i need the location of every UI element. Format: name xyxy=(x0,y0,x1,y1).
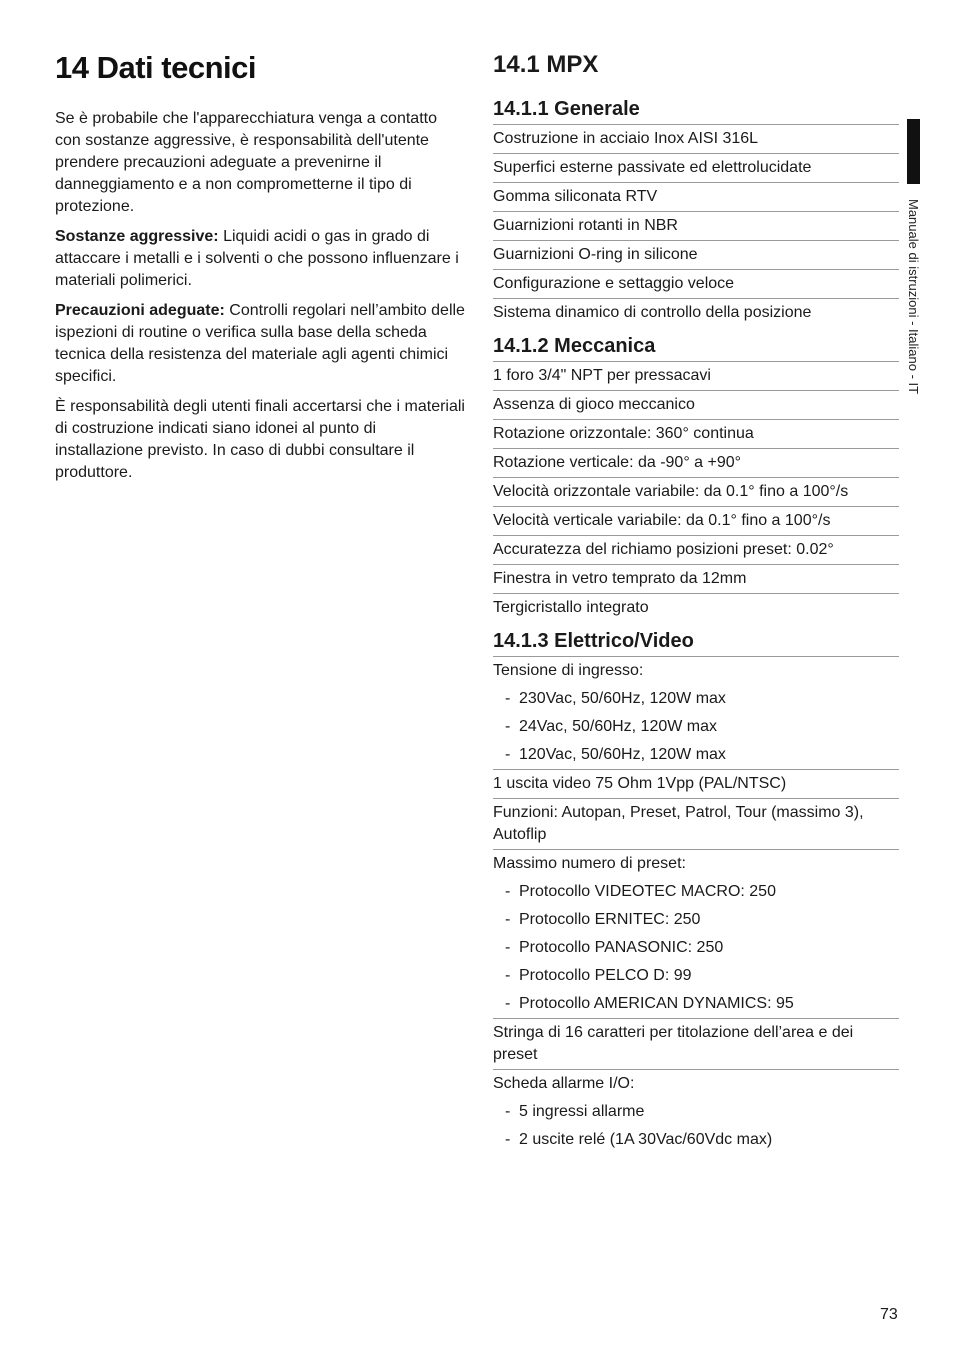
list-item-text: 120Vac, 50/60Hz, 120W max xyxy=(519,746,726,763)
spec-row: Guarnizioni O-ring in silicone xyxy=(493,241,899,270)
spec-row: Velocità verticale variabile: da 0.1° fino a 100°/s xyxy=(493,507,899,536)
dash: - xyxy=(505,911,511,928)
aggressive-substances-label: Sostanze aggressive: xyxy=(55,228,219,245)
list-item xyxy=(493,990,899,1018)
spec-row: Gomma siliconata RTV xyxy=(493,183,899,212)
list-item-text: Protocollo PANASONIC: 250 xyxy=(519,939,724,956)
spec-row: Velocità orizzontale variabile: da 0.1° fino a 100°/s xyxy=(493,478,899,507)
spec-row: Sistema dinamico di controllo della posizione xyxy=(493,304,812,321)
list-item-text: 5 ingressi allarme xyxy=(519,1103,645,1120)
list-item-text: Protocollo VIDEOTEC MACRO: 250 xyxy=(519,883,776,900)
spec-row: Rotazione orizzontale: 360° continua xyxy=(493,420,899,449)
spec-row: Superfici esterne passivate ed elettrolucidate xyxy=(493,154,899,183)
dash: - xyxy=(505,718,511,735)
spec-group-tensione xyxy=(493,657,899,770)
list-item-text: 2 uscite relé (1A 30Vac/60Vdc max) xyxy=(519,1131,773,1148)
dash: - xyxy=(505,939,511,956)
spec-row: 1 uscita video 75 Ohm 1Vpp (PAL/NTSC) xyxy=(493,770,899,799)
list-item xyxy=(493,1126,899,1154)
spec-row: Configurazione e settaggio veloce xyxy=(493,270,899,299)
dash: - xyxy=(505,995,511,1012)
list-item-text: Protocollo AMERICAN DYNAMICS: 95 xyxy=(519,995,794,1012)
page-number: 73 xyxy=(880,1306,898,1323)
list-item xyxy=(493,962,899,990)
spec-list-elettrico xyxy=(493,657,899,1154)
spec-row: Costruzione in acciaio Inox AISI 316L xyxy=(493,125,899,154)
precautions-text: Controlli regolari nell’ambito delle ispezioni di routine o verifica sulla base della scheda tecnica della resistenza del materiale agli agenti chimici specifici. xyxy=(55,302,465,385)
spec-row: Funzioni: Autopan, Preset, Patrol, Tour (massimo 3), Autoflip xyxy=(493,799,899,850)
side-label: Manuale di istruzioni - Italiano - IT xyxy=(906,199,921,395)
dash: - xyxy=(505,1103,511,1120)
right-column xyxy=(493,50,899,1154)
dash: - xyxy=(505,883,511,900)
list-item-text: 230Vac, 50/60Hz, 120W max xyxy=(519,690,726,707)
spec-row: Rotazione verticale: da -90° a +90° xyxy=(493,449,899,478)
responsibility-paragraph: È responsabilità degli utenti finali accertarsi che i materiali di costruzione indicati siano idonei al punto di installazione previsto. In caso di dubbi consultare il produttore. xyxy=(55,398,465,481)
spec-row: 1 foro 3/4" NPT per pressacavi xyxy=(493,362,899,391)
spec-row: Stringa di 16 caratteri per titolazione dell’area e dei preset xyxy=(493,1019,899,1070)
chapter-tab-marker xyxy=(907,119,920,184)
list-item xyxy=(493,741,899,769)
group-label: Tensione di ingresso: xyxy=(493,662,644,679)
spec-row: Tergicristallo integrato xyxy=(493,599,649,616)
section-title: 14.1 MPX xyxy=(493,51,599,78)
list-item-text: Protocollo ERNITEC: 250 xyxy=(519,911,701,928)
dash: - xyxy=(505,690,511,707)
left-column xyxy=(55,50,465,492)
list-item xyxy=(493,1098,899,1126)
list-item xyxy=(493,685,899,713)
spec-row: Assenza di gioco meccanico xyxy=(493,391,899,420)
precautions-paragraph xyxy=(55,300,465,388)
spec-list-meccanica xyxy=(493,362,899,622)
aggressive-substances-paragraph xyxy=(55,226,465,292)
spec-group-allarme xyxy=(493,1070,899,1154)
spec-row: Accuratezza del richiamo posizioni preset: 0.02° xyxy=(493,536,899,565)
group-label: Massimo numero di preset: xyxy=(493,855,686,872)
spec-list-generale xyxy=(493,125,899,327)
dash: - xyxy=(505,746,511,763)
subsection-title-meccanica: 14.1.2 Meccanica xyxy=(493,333,899,362)
list-item-text: Protocollo PELCO D: 99 xyxy=(519,967,692,984)
dash: - xyxy=(505,1131,511,1148)
spec-group-preset xyxy=(493,850,899,1019)
precautions-label: Precauzioni adeguate: xyxy=(55,302,225,319)
subsection-title-generale: 14.1.1 Generale xyxy=(493,96,899,125)
spec-row: Guarnizioni rotanti in NBR xyxy=(493,212,899,241)
list-item xyxy=(493,934,899,962)
group-label: Scheda allarme I/O: xyxy=(493,1075,635,1092)
intro-paragraph: Se è probabile che l'apparecchiatura venga a contatto con sostanze aggressive, è responsabilità dell'utente prendere precauzioni adeguate a prevenirne il danneggiamento e a non comprometterne il tipo di protezione. xyxy=(55,110,437,215)
list-item xyxy=(493,713,899,741)
list-item xyxy=(493,878,899,906)
page-title: 14 Dati tecnici xyxy=(55,50,256,85)
list-item-text: 24Vac, 50/60Hz, 120W max xyxy=(519,718,718,735)
aggressive-substances-text: Liquidi acidi o gas in grado di attaccare i metalli e i solventi o che possono influenzare i materiali polimerici. xyxy=(55,228,459,289)
subsection-title-elettrico: 14.1.3 Elettrico/Video xyxy=(493,628,899,657)
spec-row: Finestra in vetro temprato da 12mm xyxy=(493,565,899,594)
dash: - xyxy=(505,967,511,984)
list-item xyxy=(493,906,899,934)
